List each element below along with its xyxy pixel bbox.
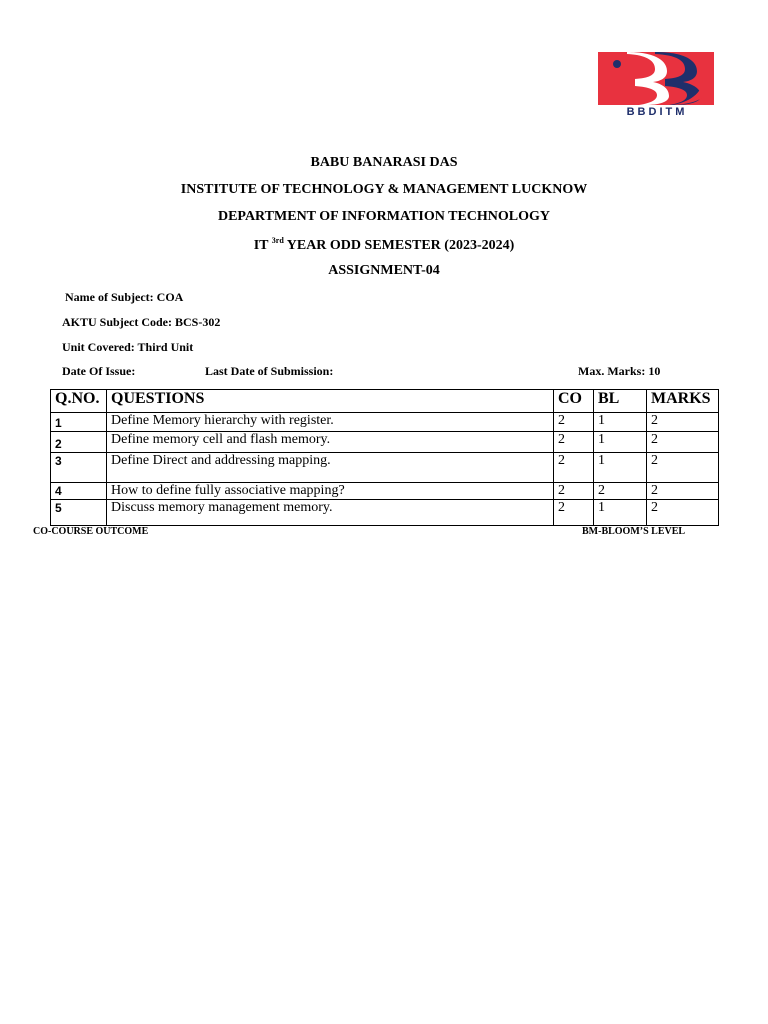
table-row <box>51 432 719 453</box>
table-row <box>51 483 719 500</box>
unit-covered: Unit Covered: Third Unit <box>62 340 194 354</box>
question-bl: 2 <box>594 483 647 500</box>
institution-name-line2: INSTITUTE OF TECHNOLOGY & MANAGEMENT LUCKNOW <box>180 182 588 197</box>
header-marks: MARKS <box>647 390 719 413</box>
institution-name-line1: BABU BANARASI DAS <box>310 155 458 170</box>
question-text: Define memory cell and flash memory. <box>107 432 554 453</box>
footer-course-outcome-note: CO-COURSE OUTCOME <box>33 526 149 537</box>
question-number: 5 <box>51 500 107 526</box>
table-row <box>51 500 719 526</box>
table-row <box>51 413 719 432</box>
question-bl: 1 <box>594 453 647 483</box>
subject-name: Name of Subject: COA <box>65 290 184 304</box>
header-co: CO <box>554 390 594 413</box>
question-co: 2 <box>554 432 594 453</box>
question-co: 2 <box>554 483 594 500</box>
question-marks: 2 <box>647 453 719 483</box>
table-header-row <box>51 390 719 413</box>
question-number: 3 <box>51 453 107 483</box>
question-number: 2 <box>51 432 107 453</box>
semester-text: YEAR ODD SEMESTER (2023-2024) <box>286 238 515 253</box>
question-bl: 1 <box>594 432 647 453</box>
question-text: Discuss memory management memory. <box>107 500 554 526</box>
semester-branch: IT <box>253 238 269 253</box>
semester-year-ordinal: 3rd <box>271 236 284 245</box>
footer-blooms-level-note: BM-BLOOM’S LEVEL <box>582 526 686 537</box>
questions-table <box>50 389 719 526</box>
question-co: 2 <box>554 413 594 432</box>
header-bl: BL <box>594 390 647 413</box>
question-bl: 1 <box>594 500 647 526</box>
question-number: 1 <box>51 413 107 432</box>
question-text: Define Memory hierarchy with register. <box>107 413 554 432</box>
max-marks: Max. Marks: 10 <box>578 364 661 378</box>
bbditm-logo <box>597 51 717 121</box>
question-bl: 1 <box>594 413 647 432</box>
semester-line <box>0 236 768 254</box>
question-number: 4 <box>51 483 107 500</box>
question-marks: 2 <box>647 432 719 453</box>
logo-text: BBDITM <box>626 106 688 118</box>
subject-code: AKTU Subject Code: BCS-302 <box>62 315 221 329</box>
last-date-of-submission: Last Date of Submission: <box>205 364 334 378</box>
date-of-issue: Date Of Issue: <box>62 364 136 378</box>
header-questions: QUESTIONS <box>107 390 554 413</box>
question-text: Define Direct and addressing mapping. <box>107 453 554 483</box>
question-marks: 2 <box>647 483 719 500</box>
assignment-title: ASSIGNMENT-04 <box>328 263 440 278</box>
question-text: How to define fully associative mapping? <box>107 483 554 500</box>
question-marks: 2 <box>647 500 719 526</box>
question-co: 2 <box>554 500 594 526</box>
question-marks: 2 <box>647 413 719 432</box>
header-qno: Q.NO. <box>51 390 107 413</box>
department-name: DEPARTMENT OF INFORMATION TECHNOLOGY <box>217 209 551 224</box>
table-row <box>51 453 719 483</box>
question-co: 2 <box>554 453 594 483</box>
